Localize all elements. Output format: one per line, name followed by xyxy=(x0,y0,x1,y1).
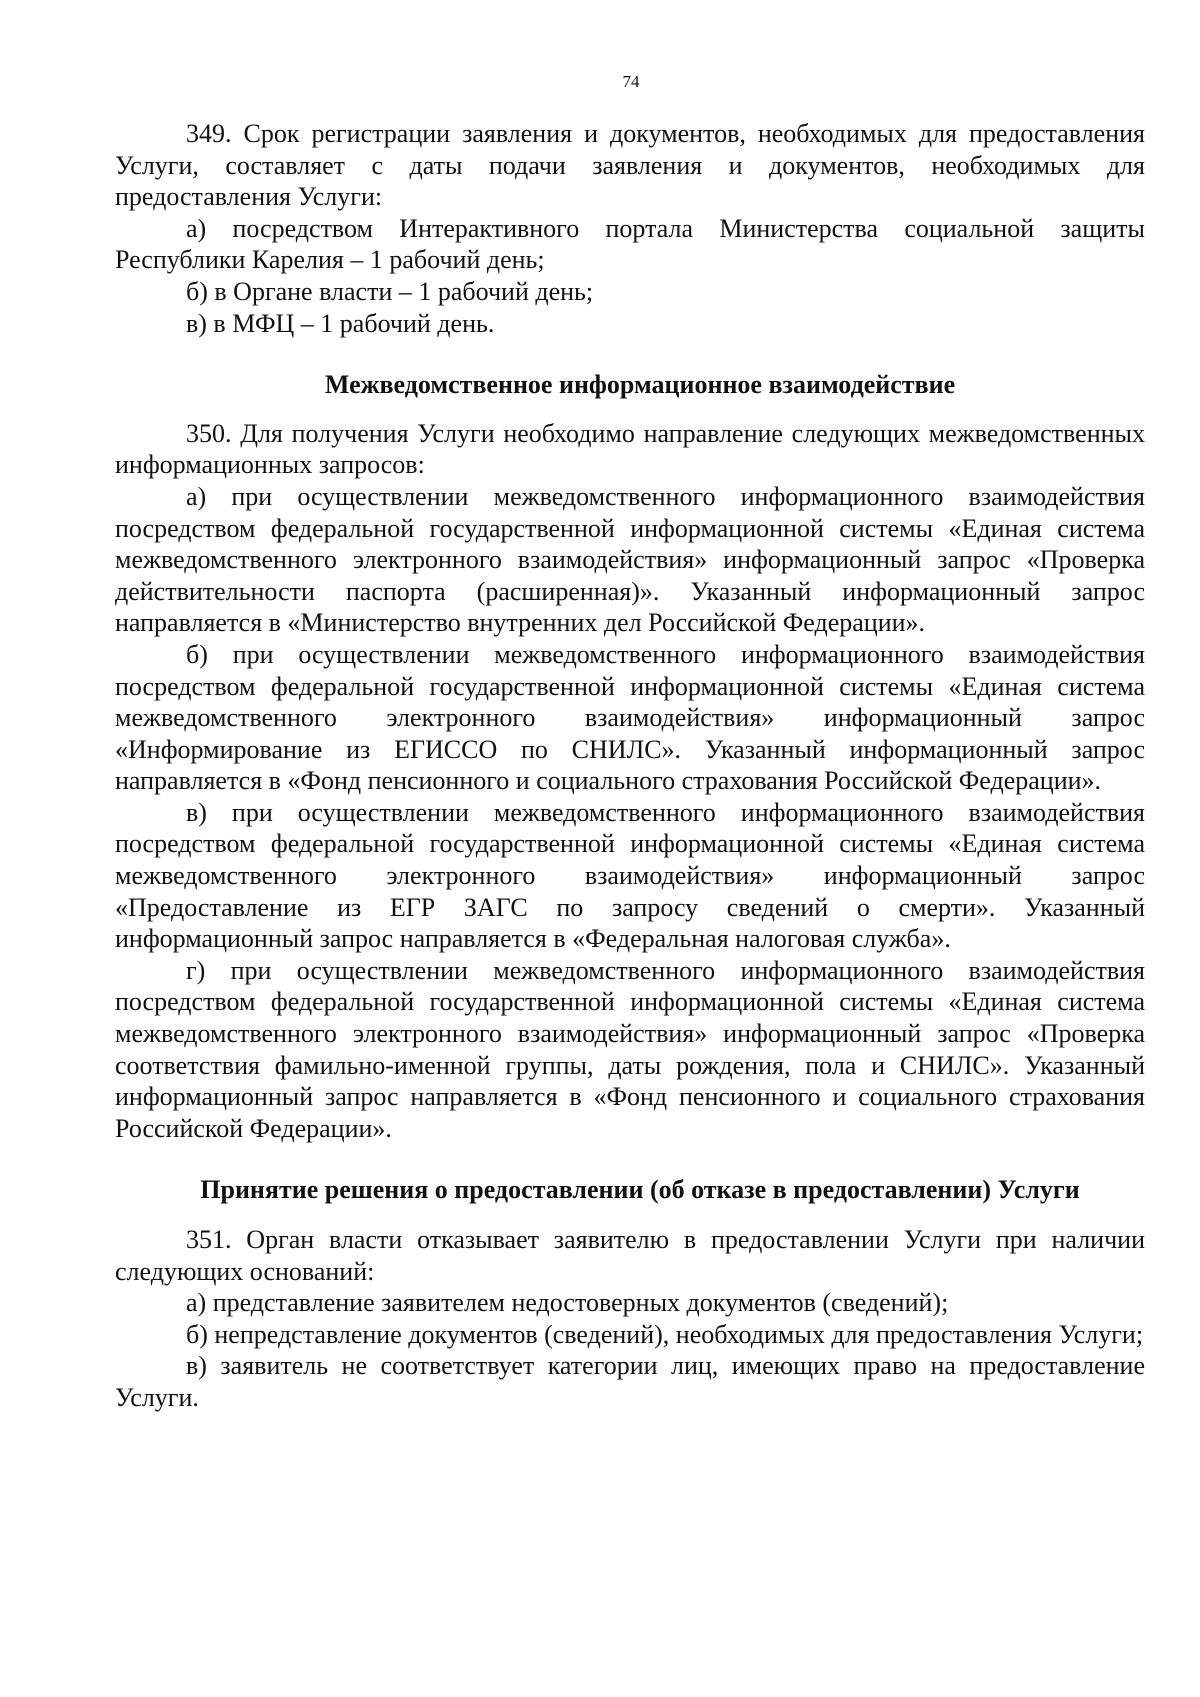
heading-interagency: Межведомственное информационное взаимодействие xyxy=(324,370,956,400)
item-351-b: б) непредставление документов (сведений), необходимых для предоставления Услуги; xyxy=(186,1319,1144,1349)
item-351-a: а) представление заявителем недостоверных документов (сведений); xyxy=(186,1288,949,1318)
item-349-v: в) в МФЦ – 1 рабочий день. xyxy=(186,308,495,338)
item-349-a: а) посредством Интерактивного портала Министерства социальной защиты Республики Карелия – 1 рабочий день; xyxy=(115,213,1145,275)
paragraph-351: 351. Орган власти отказывает заявителю в предоставлении Услуги при наличии следующих оснований: xyxy=(115,1225,1145,1286)
paragraph-349: 349. Срок регистрации заявления и документов, необходимых для предоставления Услуги, составляет с даты подачи заявления и документов, необходимых для предоставления Услуги: xyxy=(115,119,1145,212)
heading-decision: Принятие решения о предоставлении (об отказе в предоставлении) Услуги xyxy=(200,1175,1080,1205)
item-350-b: б) при осуществлении межведомственного информационного взаимодействия посредством федеральной государственной информационной системы «Единая система межведомственного электронного взаимодействия» информационный запрос «Информирование из ЕГИССО по СНИЛС». Указанный информационный запрос направляется в «Фонд пенсионного и социального страхования Российской Федерации». xyxy=(115,639,1145,796)
document-body xyxy=(115,118,1145,1414)
page-number: 74 xyxy=(622,72,640,91)
item-351-v: в) заявитель не соответствует категории лиц, имеющих право на предоставление Услуги. xyxy=(115,1351,1145,1412)
item-350-g: г) при осуществлении межведомственного информационного взаимодействия посредством федеральной государственной информационной системы «Единая система межведомственного электронного взаимодействия» информационный запрос «Проверка соответствия фамильно-именной группы, даты рождения, пола и СНИЛС». Указанный информационный запрос направляется в «Фонд пенсионного и социального страхования Российской Федерации». xyxy=(115,955,1145,1143)
item-350-v: в) при осуществлении межведомственного информационного взаимодействия посредством федеральной государственной информационной системы «Единая система межведомственного электронного взаимодействия» информационный запрос «Предоставление из ЕГР ЗАГС по запросу сведений о смерти». Указанный информационный запрос направляется в «Федеральная налоговая служба». xyxy=(115,797,1145,954)
item-349-b: б) в Органе власти – 1 рабочий день; xyxy=(186,276,594,306)
paragraph-350: 350. Для получения Услуги необходимо направление следующих межведомственных информационных запросов: xyxy=(115,418,1145,480)
item-350-a: а) при осуществлении межведомственного информационного взаимодействия посредством федеральной государственной информационной системы «Единая система межведомственного электронного взаимодействия» информационный запрос «Проверка действительности паспорта (расширенная)». Указанный информационный запрос направляется в «Министерство внутренних дел Российской Федерации». xyxy=(115,481,1145,638)
